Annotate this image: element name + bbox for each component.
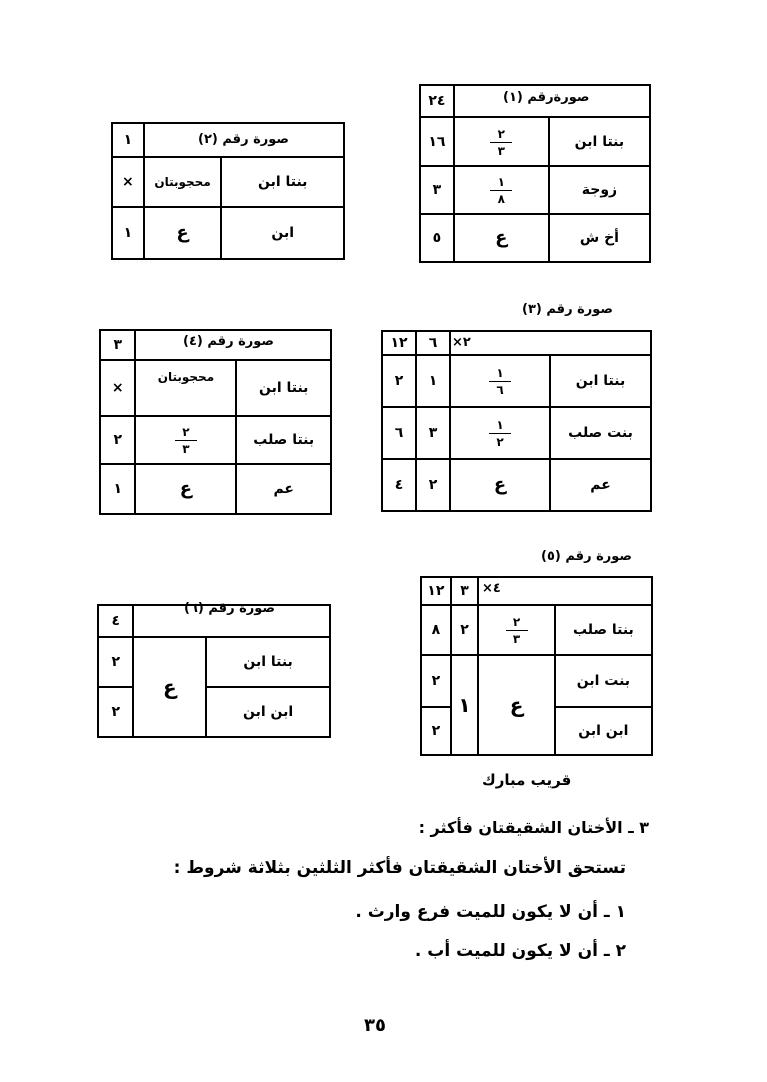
figure-5-base-2: ١٢ <box>421 577 451 605</box>
figure-2-table <box>111 122 345 260</box>
figure-1-row-1-heir: بنتا ابن <box>549 117 650 166</box>
page-number: ٣٥ <box>364 1015 386 1036</box>
figure-3-base-2: ١٢ <box>382 331 416 355</box>
figure-4-row-3-share: ع <box>135 464 236 514</box>
figure-3-row-3-heir: عم <box>550 459 651 511</box>
figure-5-caption: قريب مبارك <box>482 771 572 789</box>
figure-4-row-2-heir: بنتا صلب <box>236 416 331 464</box>
figure-2-base: ١ <box>112 123 144 157</box>
figure-3-row-3-v1: ٢ <box>416 459 450 511</box>
figure-5-base-1: ٣ <box>451 577 479 605</box>
figure-4-row-3-heir: عم <box>236 464 331 514</box>
figure-4-row-2-share: $\frac{٢}{٣}$ <box>135 416 236 464</box>
figure-5-title: صورة رقم (٥) <box>541 549 632 564</box>
figure-5-row-2-share: ع <box>478 655 554 755</box>
figure-1-table <box>419 84 651 263</box>
figure-6-row-1-heir: بنتا ابن <box>206 637 330 687</box>
condition-1: ١ ـ أن لا يكون للميت فرع وارث . <box>355 902 626 922</box>
figure-2-row-1-heir: بنتا ابن <box>221 157 344 207</box>
figure-3-row-3-v2: ٤ <box>382 459 416 511</box>
figure-1-row-2-heir: زوجة <box>549 166 650 214</box>
figure-3-table <box>381 330 652 512</box>
figure-1-row-2-value: ٣ <box>420 166 454 214</box>
figure-4-row-2-value: ٢ <box>100 416 135 464</box>
figure-1-row-1-value: ١٦ <box>420 117 454 166</box>
figure-1-row-3-heir: أخ ش <box>549 214 650 262</box>
figure-2-row-2-heir: ابن <box>221 207 344 259</box>
figure-5-row-3-heir: ابن ابن <box>555 707 652 755</box>
figure-4-row-1-share: محجوبتان <box>135 360 236 416</box>
figure-1-row-2-share: $\frac{١}{٨}$ <box>454 166 549 214</box>
figure-5-table <box>420 576 653 756</box>
figure-4-title: صورة رقم (٤) <box>183 334 274 349</box>
figure-3-row-2-heir: بنت صلب <box>550 407 651 459</box>
figure-3-title: صورة رقم (٣) <box>522 302 613 317</box>
section-heading: ٣ ـ الأختان الشقيقتان فأكثر : <box>418 818 649 837</box>
condition-2: ٢ ـ أن لا يكون للميت أب . <box>414 941 626 961</box>
figure-5-multiplier: ×٤ <box>482 581 501 596</box>
figure-5-row-1-v2: ٨ <box>421 605 451 655</box>
figure-3-row-1-v1: ١ <box>416 355 450 407</box>
figure-5-row-2-v1: ١ <box>451 655 479 755</box>
figure-5-row-2-heir: بنت ابن <box>555 655 652 707</box>
figure-2-title: صورة رقم (٢) <box>198 132 289 147</box>
figure-6-row-2-value: ٢ <box>98 687 133 737</box>
figure-4-table <box>99 329 332 515</box>
figure-3-row-2-share: $\frac{١}{٢}$ <box>450 407 550 459</box>
figure-1-row-1-share: $\frac{٢}{٣}$ <box>454 117 549 166</box>
figure-3-row-1-v2: ٢ <box>382 355 416 407</box>
figure-2-row-1-value: × <box>112 157 144 207</box>
figure-4-row-1-heir: بنتا ابن <box>236 360 331 416</box>
figure-3-base-1: ٦ <box>416 331 450 355</box>
figure-3-row-2-v2: ٦ <box>382 407 416 459</box>
figure-6-row-1-value: ٢ <box>98 637 133 687</box>
figure-4-base: ٣ <box>100 330 135 360</box>
figure-6-row-2-heir: ابن ابن <box>206 687 330 737</box>
figure-1-row-3-share: ع <box>454 214 549 262</box>
figure-6-share: ع <box>133 637 206 737</box>
figure-1-row-3-value: ٥ <box>420 214 454 262</box>
figure-5-row-1-v1: ٢ <box>451 605 479 655</box>
figure-5-row-3-v2: ٢ <box>421 707 451 755</box>
figure-5-row-1-heir: بنتا صلب <box>555 605 652 655</box>
figure-2-row-1-share: محجوبتان <box>144 157 222 207</box>
figure-3-row-3-share: ع <box>450 459 550 511</box>
figure-2-row-2-value: ١ <box>112 207 144 259</box>
figure-6-title: صورة رقم (٦) <box>184 601 275 616</box>
figure-1-base: ٢٤ <box>420 85 454 117</box>
figure-5-row-2-v2: ٢ <box>421 655 451 707</box>
figure-6-table <box>97 604 331 738</box>
figure-3-row-1-heir: بنتا ابن <box>550 355 651 407</box>
figure-3-row-1-share: $\frac{١}{٦}$ <box>450 355 550 407</box>
figure-3-multiplier: ×٢ <box>452 335 471 350</box>
section-intro: تستحق الأختان الشقيقتان فأكثر الثلثين بثلاثة شروط : <box>173 858 626 878</box>
figure-6-base: ٤ <box>98 605 133 637</box>
figure-3-row-2-v1: ٣ <box>416 407 450 459</box>
figure-5-row-1-share: $\frac{٢}{٣}$ <box>478 605 554 655</box>
figure-4-row-3-value: ١ <box>100 464 135 514</box>
figure-1-title: صورةرقم (١) <box>503 90 590 105</box>
figure-4-row-1-value: × <box>100 360 135 416</box>
figure-2-row-2-share: ع <box>144 207 222 259</box>
